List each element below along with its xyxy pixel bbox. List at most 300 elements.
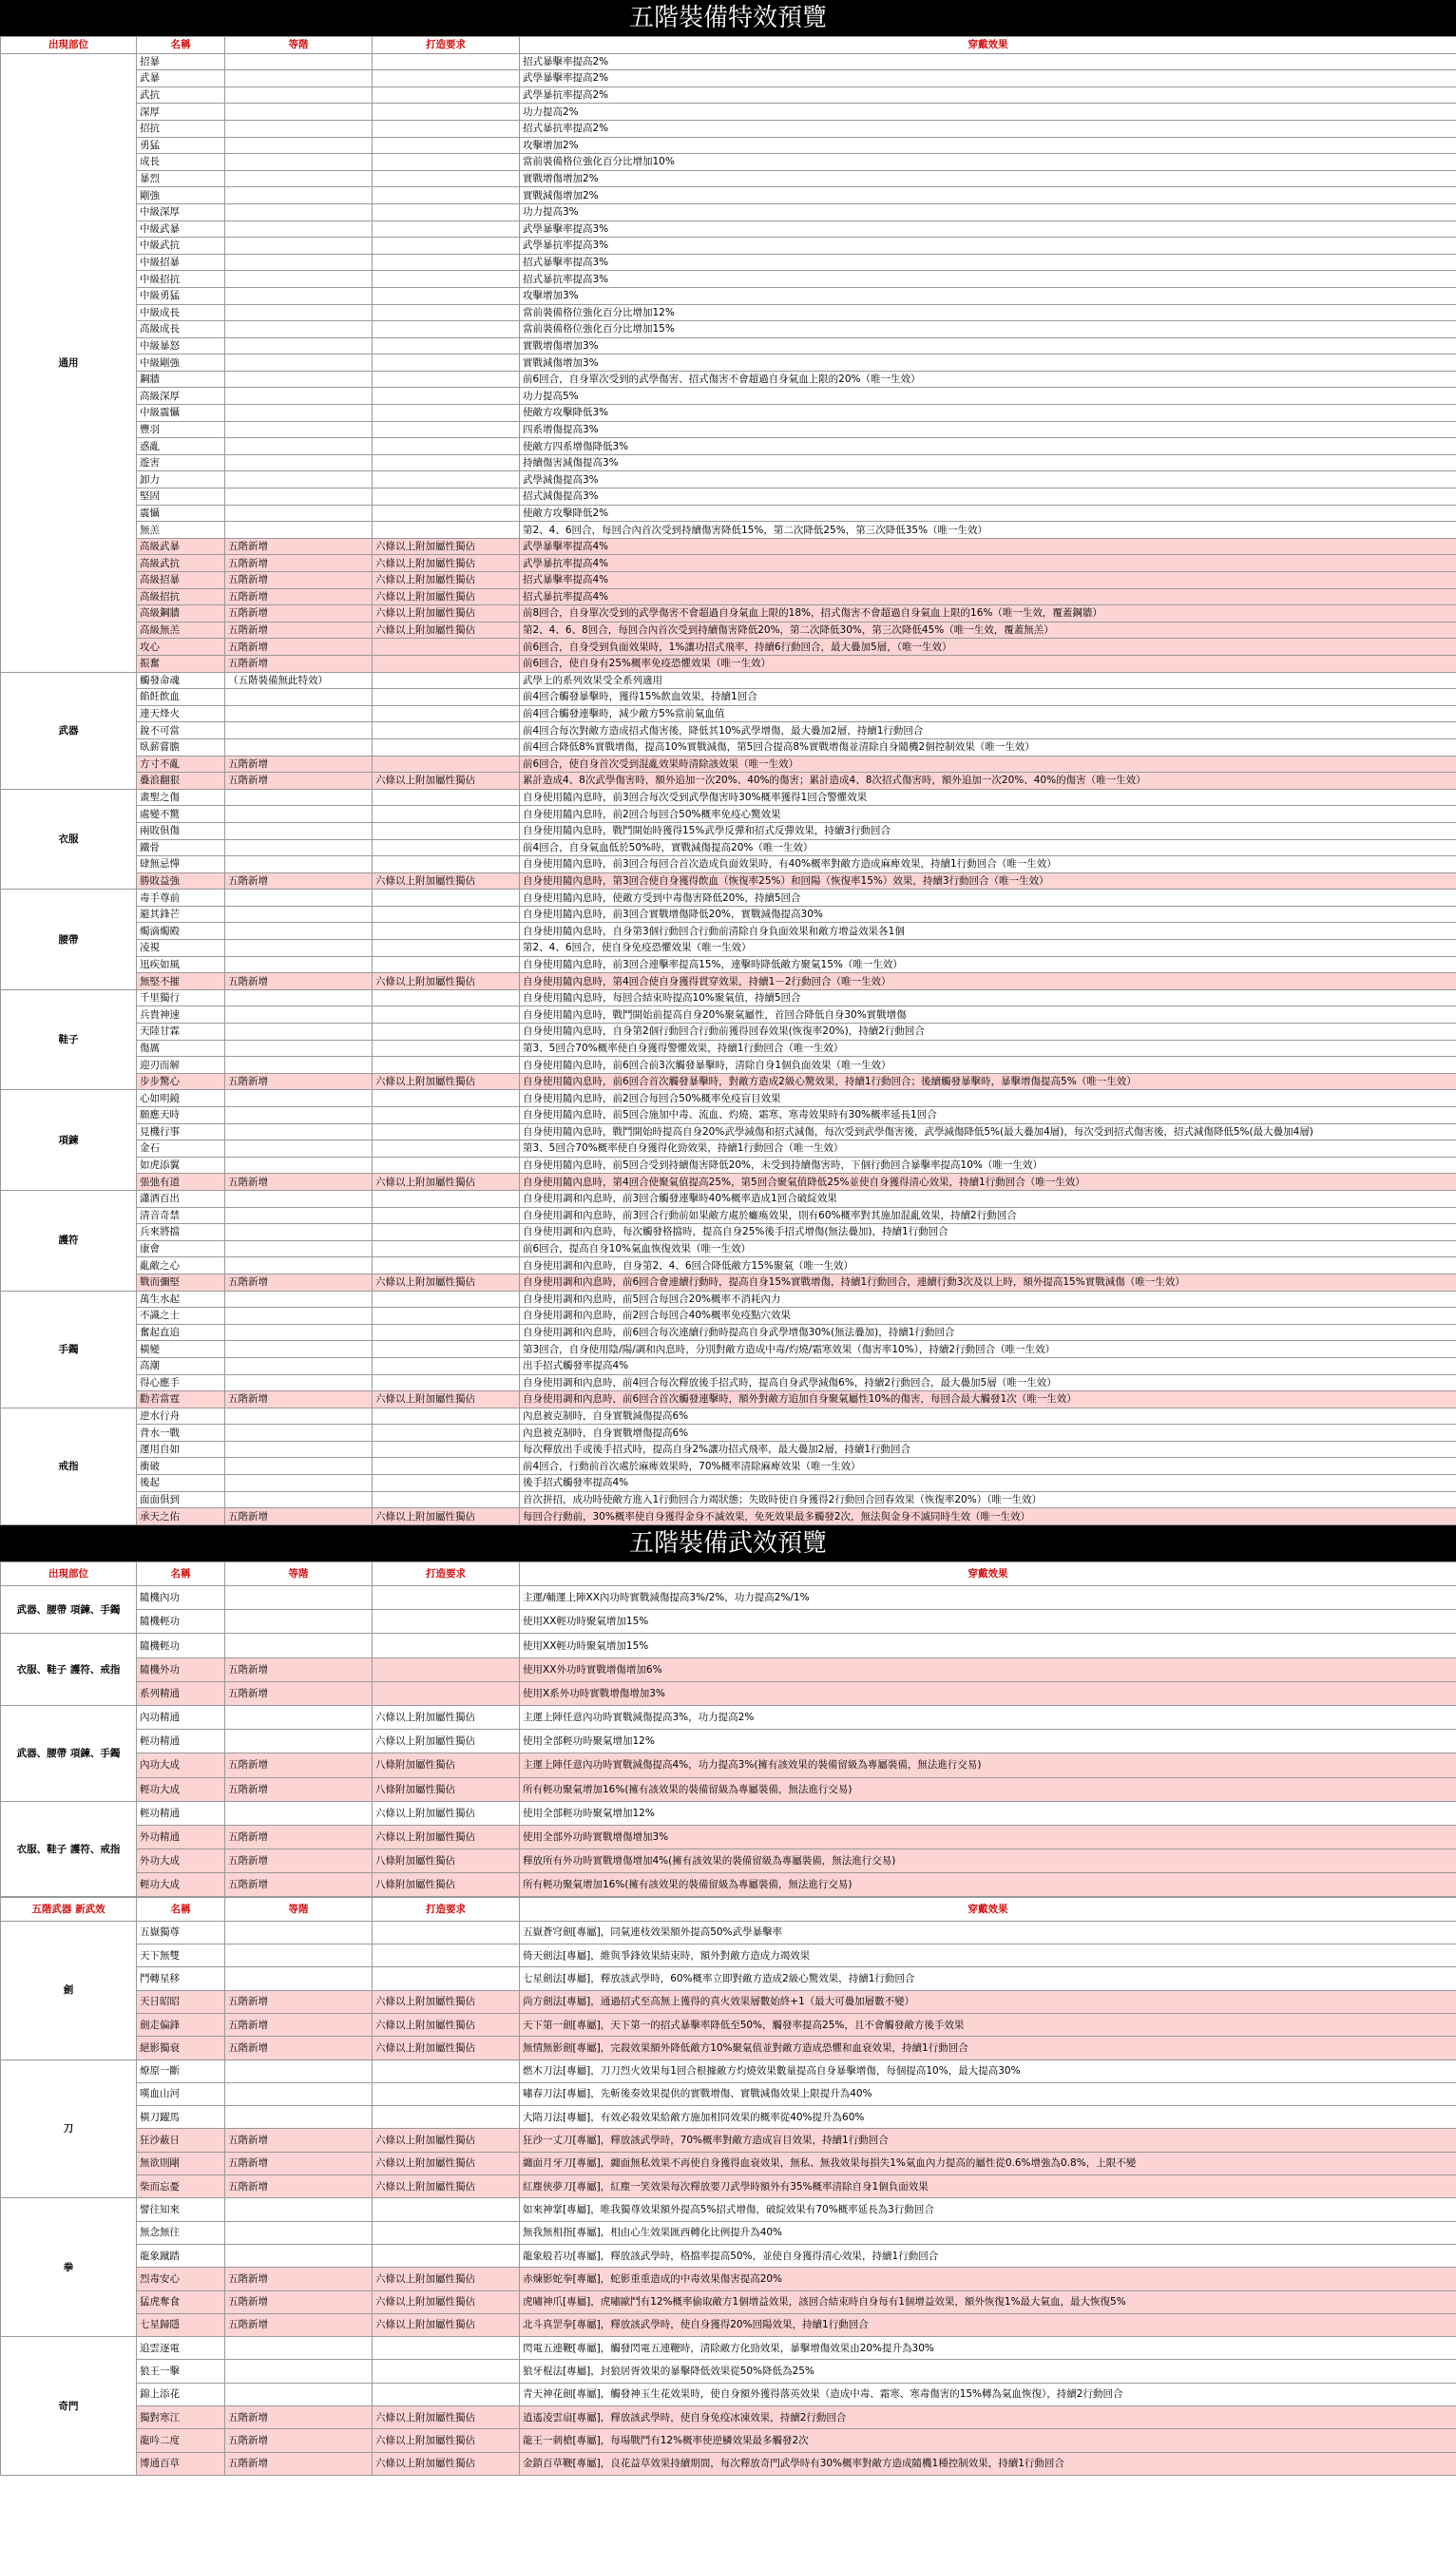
requirement-cell — [373, 438, 520, 455]
requirement-cell — [373, 170, 520, 187]
part-cell: 拳 — [1, 2198, 137, 2337]
effect-cell: 自身使用隨內息時，前5回合受到持續傷害降低20%，未受到持續傷害時，下個行動回合暴擊率提高10%（唯一生效） — [520, 1157, 1456, 1174]
tier-cell: 五階新增 — [225, 555, 373, 572]
tier-cell — [225, 522, 373, 539]
tier-cell — [225, 1730, 373, 1753]
requirement-cell: 六條以上附加屬性獨佔 — [373, 572, 520, 589]
tier-cell: 五階新增 — [225, 2129, 373, 2152]
effect-cell: 每次釋放出手或後手招式時，提高自身2%讓功招式飛率，最大疊加2層，持續1行動回合 — [520, 1441, 1456, 1458]
table-row — [1, 454, 1456, 471]
table-row — [1, 1190, 1456, 1207]
requirement-cell — [373, 337, 520, 354]
name-cell: 高級無羔 — [137, 622, 225, 639]
effect-cell: 四系增傷提高3% — [520, 421, 1456, 438]
requirement-cell — [373, 1140, 520, 1158]
tier-cell — [225, 271, 373, 288]
name-cell: 鐵骨 — [137, 839, 225, 856]
tier-cell — [225, 1610, 373, 1634]
table-row — [1, 337, 1456, 354]
table-row — [1, 639, 1456, 656]
effect-cell: 無我無相指[專屬]，相由心生效果匯西轉化比例提升為40% — [520, 2221, 1456, 2244]
effect-cell: 使用XX輕功時聚氣增加15% — [520, 1610, 1456, 1634]
requirement-cell — [373, 1006, 520, 1024]
table-row — [1, 672, 1456, 689]
martial-header-row — [1, 1561, 1456, 1585]
name-cell: 燭滴燭殿 — [137, 923, 225, 940]
requirement-cell — [373, 238, 520, 255]
tier-cell — [225, 1257, 373, 1274]
name-cell: 疊浪翻狠 — [137, 773, 225, 790]
tier-cell — [225, 856, 373, 873]
effect-cell: 自身使用隨內息時，第4回合使自身獲得貫穿效果，持續1－2行動回合（唯一生效） — [520, 973, 1456, 990]
table-row — [1, 137, 1456, 154]
tier-cell — [225, 806, 373, 823]
requirement-cell: 六條以上附加屬性獨佔 — [373, 2152, 520, 2174]
name-cell: 中級招暴 — [137, 254, 225, 271]
table-row — [1, 2175, 1456, 2198]
name-cell: 輕功大成 — [137, 1777, 225, 1801]
requirement-cell — [373, 287, 520, 304]
name-cell: 天陸甘霖 — [137, 1024, 225, 1041]
effect-cell: 自身使用隨內息時，前2回合每回合50%概率免疫心驚效果 — [520, 806, 1456, 823]
name-cell: 承天之佑 — [137, 1508, 225, 1525]
tier-cell — [225, 1207, 373, 1224]
requirement-cell — [373, 789, 520, 806]
col-part: 出現部位 — [1, 37, 137, 54]
requirement-cell — [373, 2244, 520, 2267]
name-cell: 臥薪嘗膽 — [137, 738, 225, 756]
effect-cell: 主運上陣任意內功時實戰減傷提高4%，功力提高3%(擁有該效果的裝備留級為專屬裝備，無法進行交易) — [520, 1753, 1456, 1777]
requirement-cell — [373, 53, 520, 70]
tier-cell: 五階新增 — [225, 639, 373, 656]
tier-cell — [225, 421, 373, 438]
requirement-cell — [373, 2106, 520, 2129]
effect-cell: 持續傷害減傷提高3% — [520, 454, 1456, 471]
effect-cell: 前6回合，使自身首次受到混亂效果時清除該效果（唯一生效） — [520, 756, 1456, 773]
tier-cell — [225, 1040, 373, 1057]
name-cell: 橫變 — [137, 1341, 225, 1358]
name-cell: 避其鋒芒 — [137, 906, 225, 923]
requirement-cell — [373, 454, 520, 471]
requirement-cell — [373, 2221, 520, 2244]
name-cell: 輕功精通 — [137, 1801, 225, 1825]
table-row — [1, 304, 1456, 321]
name-cell: 高級成長 — [137, 321, 225, 338]
effect-cell: 自身使用隨內息時，前6回合首次觸發暴擊時，對敵方造成2級心驚效果，持續1行動回合；後續觸發暴擊時，暴擊增傷提高5%（唯一生效） — [520, 1073, 1456, 1090]
tier-cell — [225, 371, 373, 388]
effect-cell: 招式暴擊率提高2% — [520, 53, 1456, 70]
tier-cell — [225, 238, 373, 255]
effect-cell: 閃電五連鞭[專屬]，觸發閃電五連鞭時，清除敵方化勁效果，暴擊增傷效果由20%提升為30% — [520, 2337, 1456, 2360]
table-row — [1, 872, 1456, 890]
tier-cell — [225, 505, 373, 522]
tier-cell — [225, 1475, 373, 1492]
requirement-cell — [373, 1057, 520, 1074]
table-row — [1, 738, 1456, 756]
name-cell: 隨機輕功 — [137, 1634, 225, 1657]
name-cell: 方寸不亂 — [137, 756, 225, 773]
requirement-cell — [373, 1921, 520, 1944]
effect-cell: 自身使用隨內息時，第3回合使自身獲得飲血（恢復率25%）和回陽（恢復率15%）效果，持續3行動回合（唯一生效） — [520, 872, 1456, 890]
requirement-cell — [373, 1123, 520, 1140]
name-cell: 肆無忌憚 — [137, 856, 225, 873]
effect-cell: 武學暴抗率提高3% — [520, 238, 1456, 255]
tier-cell — [225, 923, 373, 940]
col-requirement: 打造要求 — [373, 1898, 520, 1921]
tier-cell: 五階新增 — [225, 1825, 373, 1849]
tier-cell: 五階新增 — [225, 2037, 373, 2059]
name-cell: 毒手尊前 — [137, 890, 225, 907]
tier-cell — [225, 1634, 373, 1657]
requirement-cell: 六條以上附加屬性獨佔 — [373, 605, 520, 623]
tier-cell: 五階新增 — [225, 1849, 373, 1873]
name-cell: 天日昭昭 — [137, 1990, 225, 2013]
requirement-cell — [373, 104, 520, 121]
name-cell: 勝敗益強 — [137, 872, 225, 890]
effect-cell: 前6回合，自身受到負面效果時，1%讓功招式飛率，持續6行動回合，最大疊加5層，（唯一生效） — [520, 639, 1456, 656]
effect-cell: 武學減傷提高3% — [520, 471, 1456, 488]
effect-cell: 內息被克制時，自身實戰減傷提高6% — [520, 1408, 1456, 1425]
col-effect: 穿戴效果 — [520, 1898, 1456, 1921]
part-cell: 衣服、鞋子 護符、戒指 — [1, 1634, 137, 1706]
effect-cell: 招式暴抗率提高2% — [520, 120, 1456, 137]
part-cell: 衣服、鞋子 護符、戒指 — [1, 1801, 137, 1897]
name-cell: 七星歸隱 — [137, 2313, 225, 2336]
name-cell: 振奮 — [137, 655, 225, 672]
effect-cell: 自身使用調和內息時，前3回合觸發連擊時40%概率造成1回合破綻效果 — [520, 1190, 1456, 1207]
requirement-cell: 六條以上附加屬性獨佔 — [373, 538, 520, 555]
effect-cell: 招式減傷提高3% — [520, 488, 1456, 506]
effect-cell: 第2、4、6回合，使自身免疫恐懼效果（唯一生效） — [520, 940, 1456, 957]
table-row — [1, 1207, 1456, 1224]
effect-cell: 自身使用隨內息時，自身第3個行動回合行動前清除自身負面效果和敵方增益效果各1個 — [520, 923, 1456, 940]
requirement-cell: 六條以上附加屬性獨佔 — [373, 555, 520, 572]
name-cell: 背水一戰 — [137, 1425, 225, 1442]
tier-cell: 五階新增 — [225, 1274, 373, 1291]
tier-cell: 五階新增 — [225, 1073, 373, 1090]
name-cell: 高級鋼牆 — [137, 605, 225, 623]
name-cell: 高級招抗 — [137, 588, 225, 605]
table-row — [1, 588, 1456, 605]
effect-cell: 五嶽蒼穹劍[專屬]，同氣連枝效果額外提高50%武學暴擊率 — [520, 1921, 1456, 1944]
name-cell: 惑亂 — [137, 438, 225, 455]
table-row — [1, 789, 1456, 806]
name-cell: 輕功精通 — [137, 1730, 225, 1753]
name-cell: 無欲則剛 — [137, 2152, 225, 2174]
name-cell: 亂敵之心 — [137, 1257, 225, 1274]
requirement-cell: 六條以上附加屬性獨佔 — [373, 1274, 520, 1291]
effect-cell: 前8回合，自身單次受到的武學傷害不會超過自身氣血上限的18%，招式傷害不會超過自身氣血上限的16%（唯一生效，覆蓋鋼牆） — [520, 605, 1456, 623]
requirement-cell — [373, 655, 520, 672]
requirement-cell — [373, 906, 520, 923]
table-row — [1, 2037, 1456, 2059]
tier-cell — [225, 120, 373, 137]
requirement-cell — [373, 705, 520, 722]
effect-cell: 狼牙棍法[專屬]，封狼居胥效果的暴擊降低效果從50%降低為25% — [520, 2360, 1456, 2383]
name-cell: 瀟洒百出 — [137, 1190, 225, 1207]
table-row — [1, 120, 1456, 137]
name-cell: 中級武抗 — [137, 238, 225, 255]
requirement-cell — [373, 923, 520, 940]
effect-cell: 實戰增傷增加2% — [520, 170, 1456, 187]
tier-cell — [225, 104, 373, 121]
requirement-cell — [373, 154, 520, 171]
table-row — [1, 806, 1456, 823]
effect-cell: 自身使用隨內息時，前2回合每回合50%概率免疫盲目效果 — [520, 1090, 1456, 1107]
table-row — [1, 689, 1456, 706]
requirement-cell — [373, 1458, 520, 1475]
tier-cell: 五階新增 — [225, 1174, 373, 1191]
name-cell: 系列精通 — [137, 1681, 225, 1705]
tier-cell — [225, 1458, 373, 1475]
effect-cell: 前4回合觸發連擊時，減少敵方5%當前氣血值 — [520, 705, 1456, 722]
requirement-cell — [373, 1657, 520, 1681]
part-cell: 衣服 — [1, 789, 137, 890]
tier-cell — [225, 220, 373, 238]
tier-cell: 五階新增 — [225, 1990, 373, 2013]
effect-cell: 龍象般若功[專屬]，釋放該武學時，格擋率提高50%，並使自身獲得清心效果，持續1行動回合 — [520, 2244, 1456, 2267]
tier-cell: （五階裝備無此特效） — [225, 672, 373, 689]
effect-cell: 逍遙凌雲扇[專屬]，釋放該武學時，使自身免疫冰凍效果，持續2行動回合 — [520, 2406, 1456, 2429]
name-cell: 劍走偏鋒 — [137, 2013, 225, 2036]
name-cell: 中級武暴 — [137, 220, 225, 238]
tier-cell: 五階新增 — [225, 2013, 373, 2036]
tier-cell — [225, 321, 373, 338]
tier-cell — [225, 1157, 373, 1174]
effect-cell: 自身使用隨內息時，前5回合施加中毒、流血、灼燒、霜寒、寒毒效果時有30%概率延長1回合 — [520, 1107, 1456, 1124]
name-cell: 橫刀躍馬 — [137, 2106, 225, 2129]
effects-banner: 五階裝備特效預覽 — [0, 0, 1456, 36]
effect-cell: 前4回合，行動前首次處於麻痺效果時，70%概率清除麻痺效果（唯一生效） — [520, 1458, 1456, 1475]
requirement-cell: 六條以上附加屬性獨佔 — [373, 2452, 520, 2475]
name-cell: 內功精通 — [137, 1705, 225, 1729]
name-cell: 觸發命魂 — [137, 672, 225, 689]
name-cell: 勇猛 — [137, 137, 225, 154]
col-name: 名稱 — [137, 37, 225, 54]
table-row — [1, 1157, 1456, 1174]
table-row — [1, 1610, 1456, 1634]
col-part: 出現部位 — [1, 1561, 137, 1585]
name-cell: 清音奇禁 — [137, 1207, 225, 1224]
table-row — [1, 756, 1456, 773]
name-cell: 五嶽獨尊 — [137, 1921, 225, 1944]
table-row — [1, 505, 1456, 522]
part-cell: 武器、腰帶 項鍊、手鐲 — [1, 1705, 137, 1801]
effect-cell: 自身使用隨內息時，前3回合每回合首次造成負面效果時，有40%概率對敵方造成麻痺效果，持續1行動回合（唯一生效） — [520, 856, 1456, 873]
requirement-cell — [373, 254, 520, 271]
table-row — [1, 104, 1456, 121]
table-row — [1, 1057, 1456, 1074]
effect-cell: 功力提高2% — [520, 104, 1456, 121]
tier-cell — [225, 1123, 373, 1140]
requirement-cell: 六條以上附加屬性獨佔 — [373, 2268, 520, 2290]
effect-cell: 使敵方攻擊降低3% — [520, 405, 1456, 422]
requirement-cell — [373, 1190, 520, 1207]
name-cell: 千里獨行 — [137, 989, 225, 1006]
name-cell: 得心應手 — [137, 1374, 225, 1391]
requirement-cell — [373, 1967, 520, 1990]
effect-cell: 前4回合，自身氣血低於50%時，實戰減傷提高20%（唯一生效） — [520, 839, 1456, 856]
tier-cell: 五階新增 — [225, 2452, 373, 2475]
effect-cell: 如來神掌[專屬]，唯我獨尊效果額外提高5%招式增傷，破綻效果有70%概率延長為3行動回合 — [520, 2198, 1456, 2221]
tier-cell — [225, 1224, 373, 1241]
requirement-cell — [373, 271, 520, 288]
name-cell: 隨機輕功 — [137, 1610, 225, 1634]
table-row — [1, 2360, 1456, 2383]
effect-cell: 招式暴抗率提高3% — [520, 271, 1456, 288]
tier-cell: 五階新增 — [225, 588, 373, 605]
effect-cell: 無情無影劍[專屬]，完殺效果額外降低敵方10%聚氣值並對敵方造成恐懼和血衰效果，持續1行動回合 — [520, 2037, 1456, 2059]
effect-cell: 出手招式觸發率提高4% — [520, 1357, 1456, 1374]
tier-cell — [225, 789, 373, 806]
effect-cell: 前6回合，使自身有25%概率免疫恐懼效果（唯一生效） — [520, 655, 1456, 672]
tier-cell — [225, 2198, 373, 2221]
effect-cell: 實戰增傷增加3% — [520, 337, 1456, 354]
tier-cell — [225, 2221, 373, 2244]
name-cell: 烈毒安心 — [137, 2268, 225, 2290]
tier-cell: 五階新增 — [225, 2290, 373, 2313]
table-row — [1, 1705, 1456, 1729]
effect-cell: 纏面月牙刀[專屬]，纏面無私效果不再使自身獲得血衰效果，無私、無我效果每損失1%氣血內力提高的屬性從0.6%增強為0.8%，上限不變 — [520, 2152, 1456, 2174]
requirement-cell — [373, 304, 520, 321]
effect-cell: 使敵方四系增傷降低3% — [520, 438, 1456, 455]
table-row — [1, 1425, 1456, 1442]
effect-cell: 自身使用隨內息時，前3回合連擊率提高15%，連擊時降低敵方聚氣15%（唯一生效） — [520, 956, 1456, 973]
table-row — [1, 538, 1456, 555]
effect-cell: 自身使用隨內息時，使敵方受到中毒傷害降低20%，持續5回合 — [520, 890, 1456, 907]
effect-cell: 前4回合觸發暴擊時，獲得15%飲血效果，持續1回合 — [520, 689, 1456, 706]
requirement-cell — [373, 220, 520, 238]
tier-cell — [225, 1408, 373, 1425]
name-cell: 高級武抗 — [137, 555, 225, 572]
effect-cell: 自身使用調和內息時，前3回合行動前如果敵方處於癱瘓效果，則有60%概率對其施加混亂效果，持續2行動回合 — [520, 1207, 1456, 1224]
tier-cell: 五階新增 — [225, 1508, 373, 1525]
requirement-cell — [373, 120, 520, 137]
effect-cell: 自身使用調和內息時，前5回合每回合20%概率不消耗內力 — [520, 1291, 1456, 1308]
tier-cell — [225, 1240, 373, 1257]
effect-cell: 自身使用隨內息時，前3回合每次受到武學傷害時30%概率獲得1回合警懼效果 — [520, 789, 1456, 806]
effect-cell: 招式暴擊率提高4% — [520, 572, 1456, 589]
table-row — [1, 254, 1456, 271]
part-cell: 刀 — [1, 2059, 137, 2198]
tier-cell — [225, 337, 373, 354]
tier-cell — [225, 1967, 373, 1990]
name-cell: 中級暴怒 — [137, 337, 225, 354]
table-row — [1, 839, 1456, 856]
name-cell: 卸力 — [137, 471, 225, 488]
requirement-cell — [373, 70, 520, 87]
tier-cell — [225, 1291, 373, 1308]
name-cell: 譬往知來 — [137, 2198, 225, 2221]
tier-cell — [225, 1107, 373, 1124]
tier-cell: 五階新增 — [225, 2429, 373, 2452]
requirement-cell — [373, 806, 520, 823]
name-cell: 燎原一斷 — [137, 2059, 225, 2082]
tier-cell — [225, 1801, 373, 1825]
effect-cell: 武學上的系列效果受全系列適用 — [520, 672, 1456, 689]
name-cell: 無念無往 — [137, 2221, 225, 2244]
requirement-cell — [373, 1090, 520, 1107]
table-row — [1, 421, 1456, 438]
table-row — [1, 187, 1456, 204]
tier-cell — [225, 304, 373, 321]
effect-cell: 每回合行動前，30%概率使自身獲得金身不滅效果，免死效果最多觸發2次，無法與金身不滅同時生效（唯一生效） — [520, 1508, 1456, 1525]
tier-cell — [225, 689, 373, 706]
name-cell: 處變不驚 — [137, 806, 225, 823]
requirement-cell — [373, 1425, 520, 1442]
requirement-cell: 六條以上附加屬性獨佔 — [373, 1730, 520, 1753]
tier-cell — [225, 438, 373, 455]
table-row — [1, 2059, 1456, 2082]
effect-cell: 招式暴抗率提高4% — [520, 588, 1456, 605]
name-cell: 勸若當霆 — [137, 1391, 225, 1408]
table-row — [1, 1324, 1456, 1341]
effect-cell: 使用XX外功時實戰增傷增加6% — [520, 1657, 1456, 1681]
effect-cell: 武學暴擊率提高2% — [520, 70, 1456, 87]
name-cell: 衝破 — [137, 1458, 225, 1475]
name-cell: 連天烽火 — [137, 705, 225, 722]
effect-cell: 紅塵俠夢刀[專屬]，紅塵一笑效果每次釋放要刀武學時額外有35%概率清除自身1個負面效果 — [520, 2175, 1456, 2198]
tier-cell — [225, 53, 373, 70]
tier-cell — [225, 1921, 373, 1944]
tier-cell: 五階新增 — [225, 1657, 373, 1681]
table-row — [1, 1730, 1456, 1753]
effect-cell: 內息被克制時，自身實戰增傷提高6% — [520, 1425, 1456, 1442]
table-row — [1, 86, 1456, 104]
table-row — [1, 271, 1456, 288]
requirement-cell — [373, 989, 520, 1006]
requirement-cell — [373, 1040, 520, 1057]
name-cell: 奮起直追 — [137, 1324, 225, 1341]
tier-cell — [225, 989, 373, 1006]
tier-cell — [225, 738, 373, 756]
name-cell: 見機行事 — [137, 1123, 225, 1140]
table-row — [1, 2013, 1456, 2036]
name-cell: 中級震懾 — [137, 405, 225, 422]
effect-cell: 自身使用調和內息時，自身第2、4、6回合降低敵方15%聚氣（唯一生效） — [520, 1257, 1456, 1274]
effect-cell: 當前裝備格位強化百分比增加15% — [520, 321, 1456, 338]
table-row — [1, 1391, 1456, 1408]
table-row — [1, 53, 1456, 70]
table-row — [1, 2452, 1456, 2475]
effect-cell: 主運上陣任意內功時實戰減傷提高3%，功力提高2% — [520, 1705, 1456, 1729]
name-cell: 金石 — [137, 1140, 225, 1158]
tier-cell — [225, 454, 373, 471]
tier-cell — [225, 354, 373, 372]
table-row — [1, 1634, 1456, 1657]
part-cell: 項鍊 — [1, 1090, 137, 1191]
name-cell: 兵貴神速 — [137, 1006, 225, 1024]
effect-cell: 累計造成4、8次武學傷害時，額外追加一次20%、40%的傷害；累計造成4、8次招式傷害時，額外追加一次20%、40%的傷害（唯一生效） — [520, 773, 1456, 790]
table-row — [1, 1357, 1456, 1374]
tier-cell: 五階新增 — [225, 538, 373, 555]
requirement-cell — [373, 738, 520, 756]
requirement-cell — [373, 756, 520, 773]
requirement-cell — [373, 1308, 520, 1325]
table-row — [1, 154, 1456, 171]
effect-cell: 使用全部外功時實戰增傷增加3% — [520, 1825, 1456, 1849]
effect-cell: 七星劍法[專屬]，釋放該武學時，60%概率立即對敵方造成2級心驚效果，持續1行動回合 — [520, 1967, 1456, 1990]
table-row — [1, 1090, 1456, 1107]
name-cell: 高級深厚 — [137, 388, 225, 405]
requirement-cell — [373, 1491, 520, 1508]
table-row — [1, 1224, 1456, 1241]
name-cell: 萬生水起 — [137, 1291, 225, 1308]
name-cell: 高級招暴 — [137, 572, 225, 589]
requirement-cell — [373, 86, 520, 104]
tier-cell: 五階新增 — [225, 1681, 373, 1705]
requirement-cell: 六條以上附加屬性獨佔 — [373, 2429, 520, 2452]
